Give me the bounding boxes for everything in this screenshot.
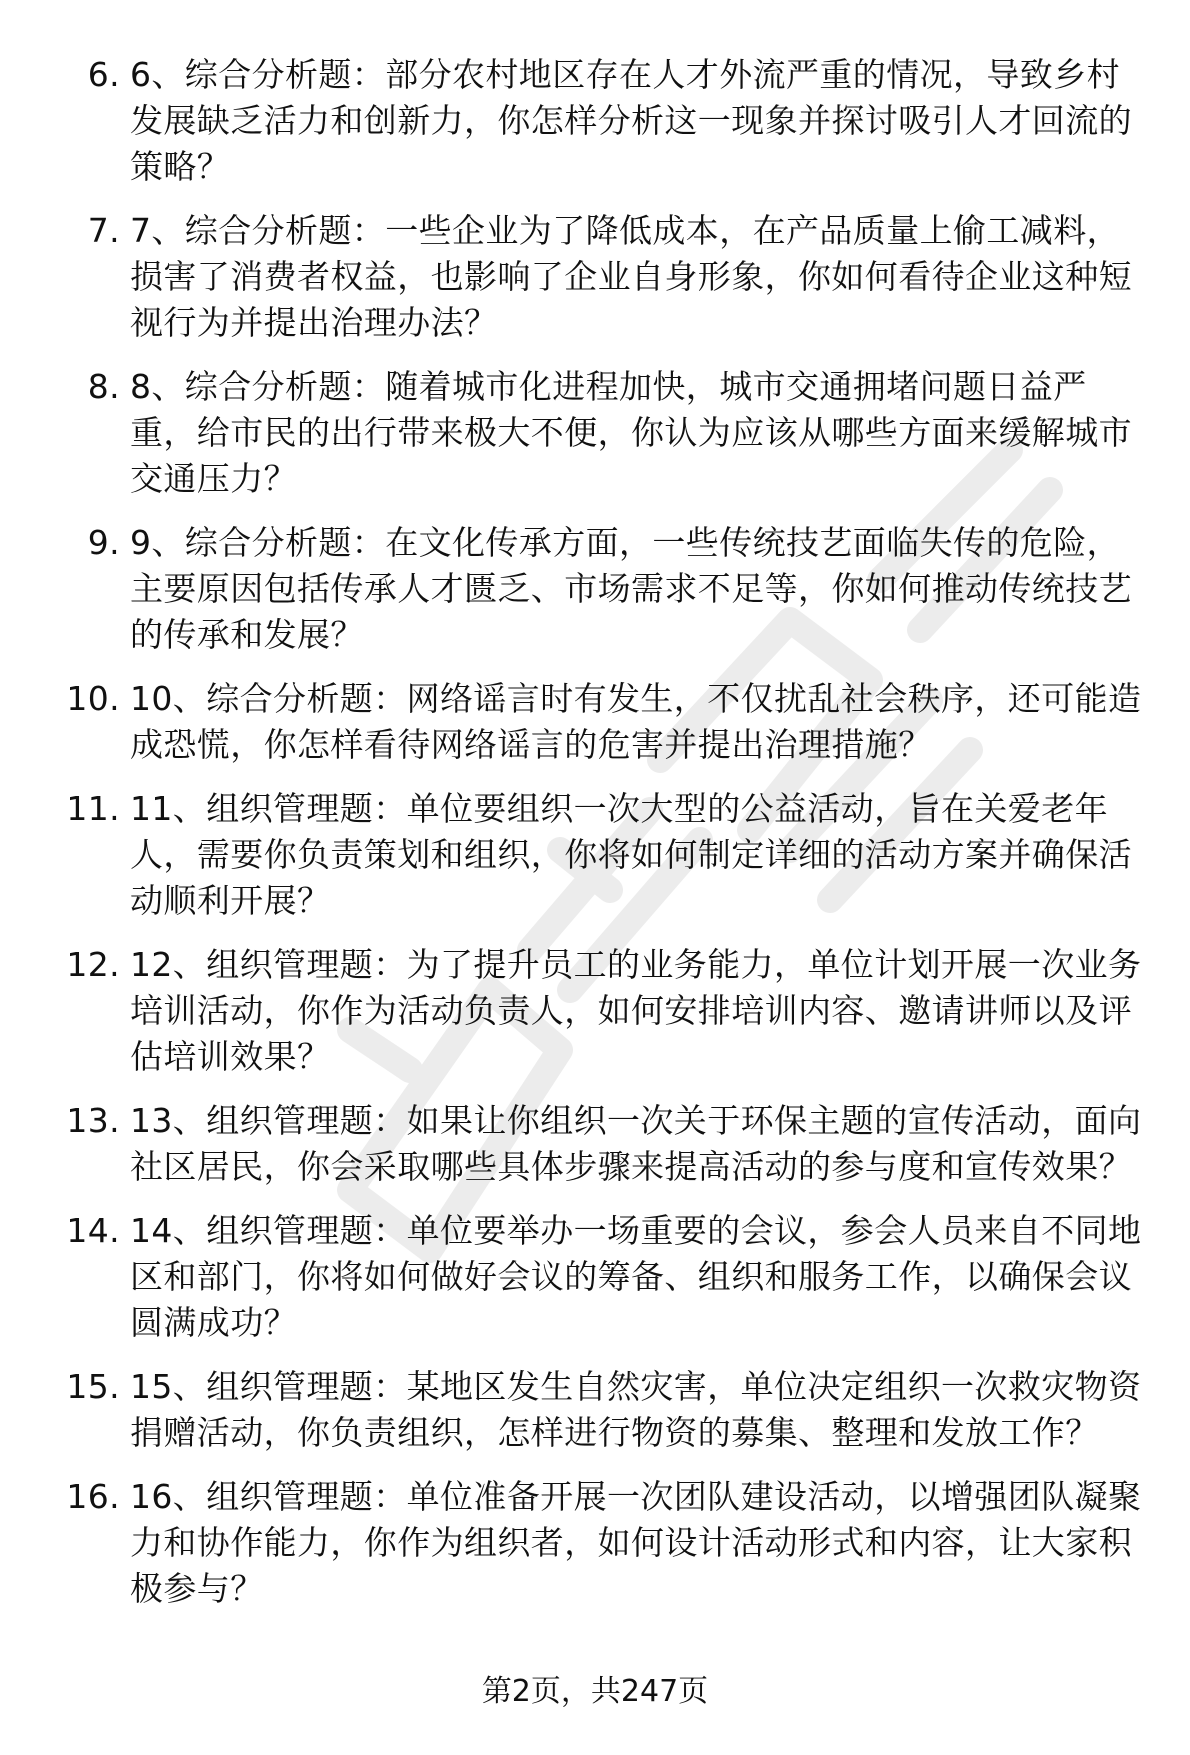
question-text: 6、综合分析题：部分农村地区存在人才外流严重的情况，导致乡村发展缺乏活力和创新力，你怎样分析这一现象并探讨吸引人才回流的策略？: [130, 55, 1132, 186]
list-item: [60, 1098, 1170, 1190]
question-text: 11、组织管理题：单位要组织一次大型的公益活动，旨在关爱老年人，需要你负责策划和组织，你将如何制定详细的活动方案并确保活动顺利开展？: [130, 789, 1132, 920]
question-number: 13.: [66, 1101, 120, 1140]
list-item: [60, 1364, 1170, 1456]
question-list: [60, 52, 1170, 1630]
question-text: 14、组织管理题：单位要举办一场重要的会议，参会人员来自不同地区和部门，你将如何做好会议的筹备、组织和服务工作，以确保会议圆满成功？: [130, 1211, 1142, 1342]
list-item: [60, 1474, 1170, 1612]
list-item: [60, 786, 1170, 924]
question-number: 6.: [87, 55, 120, 94]
question-text: 12、组织管理题：为了提升员工的业务能力，单位计划开展一次业务培训活动，你作为活动负责人，如何安排培训内容、邀请讲师以及评估培训效果？: [130, 945, 1142, 1076]
question-text: 15、组织管理题：某地区发生自然灾害，单位决定组织一次救灾物资捐赠活动，你负责组织，怎样进行物资的募集、整理和发放工作？: [130, 1367, 1142, 1452]
question-number: 15.: [66, 1367, 120, 1406]
question-number: 14.: [66, 1211, 120, 1250]
question-number: 9.: [87, 523, 120, 562]
question-number: 16.: [66, 1477, 120, 1516]
list-item: [60, 520, 1170, 658]
question-text: 16、组织管理题：单位准备开展一次团队建设活动，以增强团队凝聚力和协作能力，你作为组织者，如何设计活动形式和内容，让大家积极参与？: [130, 1477, 1142, 1608]
list-item: [60, 52, 1170, 190]
question-number: 10.: [66, 679, 120, 718]
question-number: 11.: [66, 789, 120, 828]
list-item: [60, 364, 1170, 502]
question-text: 7、综合分析题：一些企业为了降低成本，在产品质量上偷工减料，损害了消费者权益，也影响了企业自身形象，你如何看待企业这种短视行为并提出治理办法？: [130, 211, 1132, 342]
question-text: 9、综合分析题：在文化传承方面，一些传统技艺面临失传的危险，主要原因包括传承人才匮乏、市场需求不足等，你如何推动传统技艺的传承和发展？: [130, 523, 1132, 654]
question-number: 12.: [66, 945, 120, 984]
question-text: 13、组织管理题：如果让你组织一次关于环保主题的宣传活动，面向社区居民，你会采取哪些具体步骤来提高活动的参与度和宣传效果？: [130, 1101, 1142, 1186]
question-text: 8、综合分析题：随着城市化进程加快，城市交通拥堵问题日益严重，给市民的出行带来极大不便，你认为应该从哪些方面来缓解城市交通压力？: [130, 367, 1132, 498]
question-text: 10、综合分析题：网络谣言时有发生，不仅扰乱社会秩序，还可能造成恐慌，你怎样看待网络谣言的危害并提出治理措施？: [130, 679, 1142, 764]
list-item: [60, 1208, 1170, 1346]
question-number: 8.: [87, 367, 120, 406]
list-item: [60, 208, 1170, 346]
list-item: [60, 942, 1170, 1080]
page-number-label: 第2页，共247页: [481, 1674, 709, 1709]
page-footer: [0, 1672, 1190, 1712]
question-number: 7.: [87, 211, 120, 250]
list-item: [60, 676, 1170, 768]
